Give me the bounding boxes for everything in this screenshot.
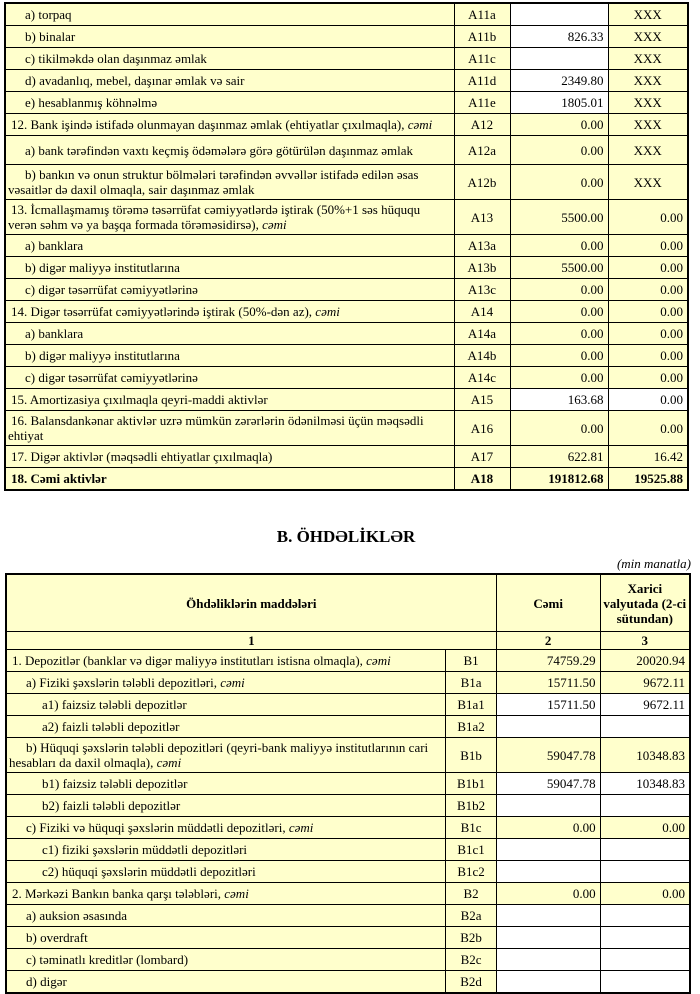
value-cell: 1805.01 xyxy=(510,92,608,114)
value-cell xyxy=(496,795,600,817)
row-code: B2 xyxy=(446,883,496,905)
row-label: b) Hüquqi şəxslərin tələbli depozitləri (qeyri-bank maliyyə institutlarının cari hesabları da daxil olmaqla), cəmi xyxy=(6,738,446,773)
table-row xyxy=(5,389,688,411)
value-cell xyxy=(600,927,690,949)
table-row xyxy=(6,694,690,716)
row-code: A16 xyxy=(454,411,510,446)
table-row xyxy=(5,26,688,48)
row-code: A11d xyxy=(454,70,510,92)
row-code: B2b xyxy=(446,927,496,949)
value-cell xyxy=(600,795,690,817)
row-code: A11a xyxy=(454,3,510,26)
value-cell: 0.00 xyxy=(510,367,608,389)
table-row xyxy=(6,971,690,994)
value-cell xyxy=(496,949,600,971)
value-cell: 0.00 xyxy=(608,345,688,367)
value-cell: 20020.94 xyxy=(600,650,690,672)
table-row xyxy=(5,279,688,301)
row-label: 13. İcmallaşmamış törəmə təsərrüfat cəmiyyətlərdə iştirak (50%+1 səs hüququ verən səhm və ya başqa formada törəməsidirsə), cəmi xyxy=(5,200,454,235)
value-cell xyxy=(600,949,690,971)
value-cell xyxy=(510,3,608,26)
value-cell: 19525.88 xyxy=(608,468,688,491)
value-cell xyxy=(600,861,690,883)
row-code: A17 xyxy=(454,446,510,468)
unit-note: (min manatla) xyxy=(616,556,691,571)
row-code: B1c xyxy=(446,817,496,839)
value-cell: 826.33 xyxy=(510,26,608,48)
column-number-1: 1 xyxy=(6,632,496,650)
row-code: A18 xyxy=(454,468,510,491)
table-row xyxy=(6,927,690,949)
value-cell xyxy=(600,971,690,994)
header-items-label: Öhdəliklərin maddələri xyxy=(6,574,496,632)
table-row xyxy=(5,3,688,26)
value-cell: 5500.00 xyxy=(510,200,608,235)
row-label: 2. Mərkəzi Bankın banka qarşı tələbləri, cəmi xyxy=(6,883,446,905)
value-cell xyxy=(600,716,690,738)
value-cell: 0.00 xyxy=(608,235,688,257)
value-cell: 9672.11 xyxy=(600,672,690,694)
row-code: A14b xyxy=(454,345,510,367)
row-label: b1) faizsiz tələbli depozitlər xyxy=(6,773,446,795)
section-b-title: B. ÖHDƏLİKLƏR xyxy=(276,527,416,546)
row-label: 1. Depozitlər (banklar və digər maliyyə institutları istisna olmaqla), cəmi xyxy=(6,650,446,672)
value-cell xyxy=(496,716,600,738)
value-cell: 0.00 xyxy=(510,301,608,323)
row-label: 17. Digər aktivlər (məqsədli ehtiyatlar çıxılmaqla) xyxy=(5,446,454,468)
not-applicable-cell: XXX xyxy=(608,136,688,165)
value-cell: 0.00 xyxy=(496,817,600,839)
table-row xyxy=(6,773,690,795)
value-cell: 16.42 xyxy=(608,446,688,468)
value-cell: 0.00 xyxy=(510,165,608,200)
liabilities-header-row xyxy=(6,574,690,632)
row-code: A14 xyxy=(454,301,510,323)
row-label: 15. Amortizasiya çıxılmaqla qeyri-maddi aktivlər xyxy=(5,389,454,411)
value-cell: 59047.78 xyxy=(496,738,600,773)
not-applicable-cell: XXX xyxy=(608,26,688,48)
row-code: A14c xyxy=(454,367,510,389)
table-row xyxy=(6,738,690,773)
value-cell: 74759.29 xyxy=(496,650,600,672)
row-code: B1c1 xyxy=(446,839,496,861)
value-cell: 0.00 xyxy=(496,883,600,905)
column-number-2: 2 xyxy=(496,632,600,650)
table-row xyxy=(5,200,688,235)
row-code: A13c xyxy=(454,279,510,301)
row-code: A13 xyxy=(454,200,510,235)
row-label: a) torpaq xyxy=(5,3,454,26)
row-label: e) hesablanmış köhnəlmə xyxy=(5,92,454,114)
table-row xyxy=(6,716,690,738)
table-row xyxy=(5,114,688,136)
value-cell: 622.81 xyxy=(510,446,608,468)
not-applicable-cell: XXX xyxy=(608,165,688,200)
row-code: B2d xyxy=(446,971,496,994)
value-cell: 0.00 xyxy=(608,389,688,411)
column-number-3: 3 xyxy=(600,632,690,650)
value-cell: 0.00 xyxy=(510,345,608,367)
row-code: A13b xyxy=(454,257,510,279)
table-row xyxy=(6,949,690,971)
row-label: b) overdraft xyxy=(6,927,446,949)
report-page xyxy=(0,2,700,989)
table-row xyxy=(6,672,690,694)
row-label: d) digər xyxy=(6,971,446,994)
table-row xyxy=(5,367,688,389)
table-row xyxy=(5,70,688,92)
row-label: 14. Digər təsərrüfat cəmiyyətlərində iştirak (50%-dən az), cəmi xyxy=(5,301,454,323)
row-label: c) digər təsərrüfat cəmiyyətlərinə xyxy=(5,279,454,301)
value-cell xyxy=(600,839,690,861)
value-cell: 0.00 xyxy=(608,279,688,301)
table-row xyxy=(6,861,690,883)
row-code: B1b xyxy=(446,738,496,773)
row-label: a2) faizli tələbli depozitlər xyxy=(6,716,446,738)
value-cell: 0.00 xyxy=(510,323,608,345)
value-cell: 5500.00 xyxy=(510,257,608,279)
value-cell: 0.00 xyxy=(600,883,690,905)
row-code: B1c2 xyxy=(446,861,496,883)
table-row xyxy=(6,883,690,905)
value-cell: 59047.78 xyxy=(496,773,600,795)
value-cell xyxy=(496,971,600,994)
row-label: 18. Cəmi aktivlər xyxy=(5,468,454,491)
value-cell: 0.00 xyxy=(600,817,690,839)
value-cell: 0.00 xyxy=(510,136,608,165)
row-label: c2) hüquqi şəxslərin müddətli depozitləri xyxy=(6,861,446,883)
value-cell: 0.00 xyxy=(510,411,608,446)
value-cell: 0.00 xyxy=(510,114,608,136)
value-cell xyxy=(496,905,600,927)
not-applicable-cell: XXX xyxy=(608,48,688,70)
table-row xyxy=(6,839,690,861)
row-label: a) auksion əsasında xyxy=(6,905,446,927)
value-cell: 191812.68 xyxy=(510,468,608,491)
value-cell: 0.00 xyxy=(510,235,608,257)
value-cell xyxy=(510,48,608,70)
header-fx-label: Xarici valyutada (2-ci sütundan) xyxy=(600,574,690,632)
row-code: A12a xyxy=(454,136,510,165)
row-code: B1 xyxy=(446,650,496,672)
row-code: A13a xyxy=(454,235,510,257)
table-row xyxy=(5,92,688,114)
row-label: c1) fiziki şəxslərin müddətli depozitləri xyxy=(6,839,446,861)
table-row xyxy=(5,446,688,468)
row-label: a) banklara xyxy=(5,323,454,345)
row-label: c) digər təsərrüfat cəmiyyətlərinə xyxy=(5,367,454,389)
row-label: b) digər maliyyə institutlarına xyxy=(5,345,454,367)
not-applicable-cell: XXX xyxy=(608,114,688,136)
row-code: B2c xyxy=(446,949,496,971)
assets-table-continuation xyxy=(4,2,689,491)
value-cell: 163.68 xyxy=(510,389,608,411)
value-cell: 0.00 xyxy=(608,301,688,323)
value-cell: 10348.83 xyxy=(600,773,690,795)
row-label: b) bankın və onun struktur bölmələri tərəfindən əvvəllər istifadə edilən əsas vəsaitlər də daxil olmaqla, sair daşınmaz əmlak xyxy=(5,165,454,200)
header-total-label: Cəmi xyxy=(496,574,600,632)
value-cell xyxy=(496,839,600,861)
table-row xyxy=(6,795,690,817)
table-row xyxy=(6,650,690,672)
value-cell xyxy=(496,861,600,883)
value-cell: 0.00 xyxy=(608,200,688,235)
table-row xyxy=(5,323,688,345)
row-label: b2) faizli tələbli depozitlər xyxy=(6,795,446,817)
row-code: B1b2 xyxy=(446,795,496,817)
row-label: b) binalar xyxy=(5,26,454,48)
table-row xyxy=(5,136,688,165)
table-row xyxy=(6,817,690,839)
table-row xyxy=(5,411,688,446)
row-label: b) digər maliyyə institutlarına xyxy=(5,257,454,279)
row-label: 16. Balansdankənar aktivlər uzrə mümkün zərərlərin ödənilməsi üçün məqsədli ehtiyat xyxy=(5,411,454,446)
table-row xyxy=(5,345,688,367)
row-code: A15 xyxy=(454,389,510,411)
row-code: B1a xyxy=(446,672,496,694)
row-label: a) bank tərəfindən vaxtı keçmiş ödəmələrə görə götürülən daşınmaz əmlak xyxy=(5,136,454,165)
row-code: A12 xyxy=(454,114,510,136)
row-label: c) tikilməkdə olan daşınmaz əmlak xyxy=(5,48,454,70)
value-cell: 9672.11 xyxy=(600,694,690,716)
row-code: A11c xyxy=(454,48,510,70)
table-row xyxy=(5,165,688,200)
table-row xyxy=(5,468,688,491)
row-code: B1a2 xyxy=(446,716,496,738)
value-cell: 0.00 xyxy=(608,367,688,389)
table-row xyxy=(6,905,690,927)
not-applicable-cell: XXX xyxy=(608,3,688,26)
table-row xyxy=(5,257,688,279)
row-label: d) avadanlıq, mebel, daşınar əmlak və sair xyxy=(5,70,454,92)
not-applicable-cell: XXX xyxy=(608,70,688,92)
table-row xyxy=(5,235,688,257)
row-code: A11b xyxy=(454,26,510,48)
value-cell: 0.00 xyxy=(608,323,688,345)
column-numbers-row xyxy=(6,632,690,650)
row-code: B1a1 xyxy=(446,694,496,716)
row-code: B2a xyxy=(446,905,496,927)
value-cell: 0.00 xyxy=(510,279,608,301)
row-label: c) Fiziki və hüquqi şəxslərin müddətli depozitləri, cəmi xyxy=(6,817,446,839)
value-cell: 15711.50 xyxy=(496,694,600,716)
value-cell: 10348.83 xyxy=(600,738,690,773)
row-label: a) banklara xyxy=(5,235,454,257)
row-label: a1) faizsiz tələbli depozitlər xyxy=(6,694,446,716)
not-applicable-cell: XXX xyxy=(608,92,688,114)
value-cell: 2349.80 xyxy=(510,70,608,92)
row-label: a) Fiziki şəxslərin tələbli depozitləri, cəmi xyxy=(6,672,446,694)
table-row xyxy=(5,48,688,70)
row-code: A14a xyxy=(454,323,510,345)
row-code: A11e xyxy=(454,92,510,114)
row-code: B1b1 xyxy=(446,773,496,795)
value-cell: 0.00 xyxy=(608,257,688,279)
value-cell xyxy=(600,905,690,927)
value-cell: 0.00 xyxy=(608,411,688,446)
row-label: 12. Bank işində istifadə olunmayan daşınmaz əmlak (ehtiyatlar çıxılmaqla), cəmi xyxy=(5,114,454,136)
row-label: c) təminatlı kreditlər (lombard) xyxy=(6,949,446,971)
table-row xyxy=(5,301,688,323)
liabilities-table xyxy=(5,573,691,994)
value-cell xyxy=(496,927,600,949)
row-code: A12b xyxy=(454,165,510,200)
value-cell: 15711.50 xyxy=(496,672,600,694)
